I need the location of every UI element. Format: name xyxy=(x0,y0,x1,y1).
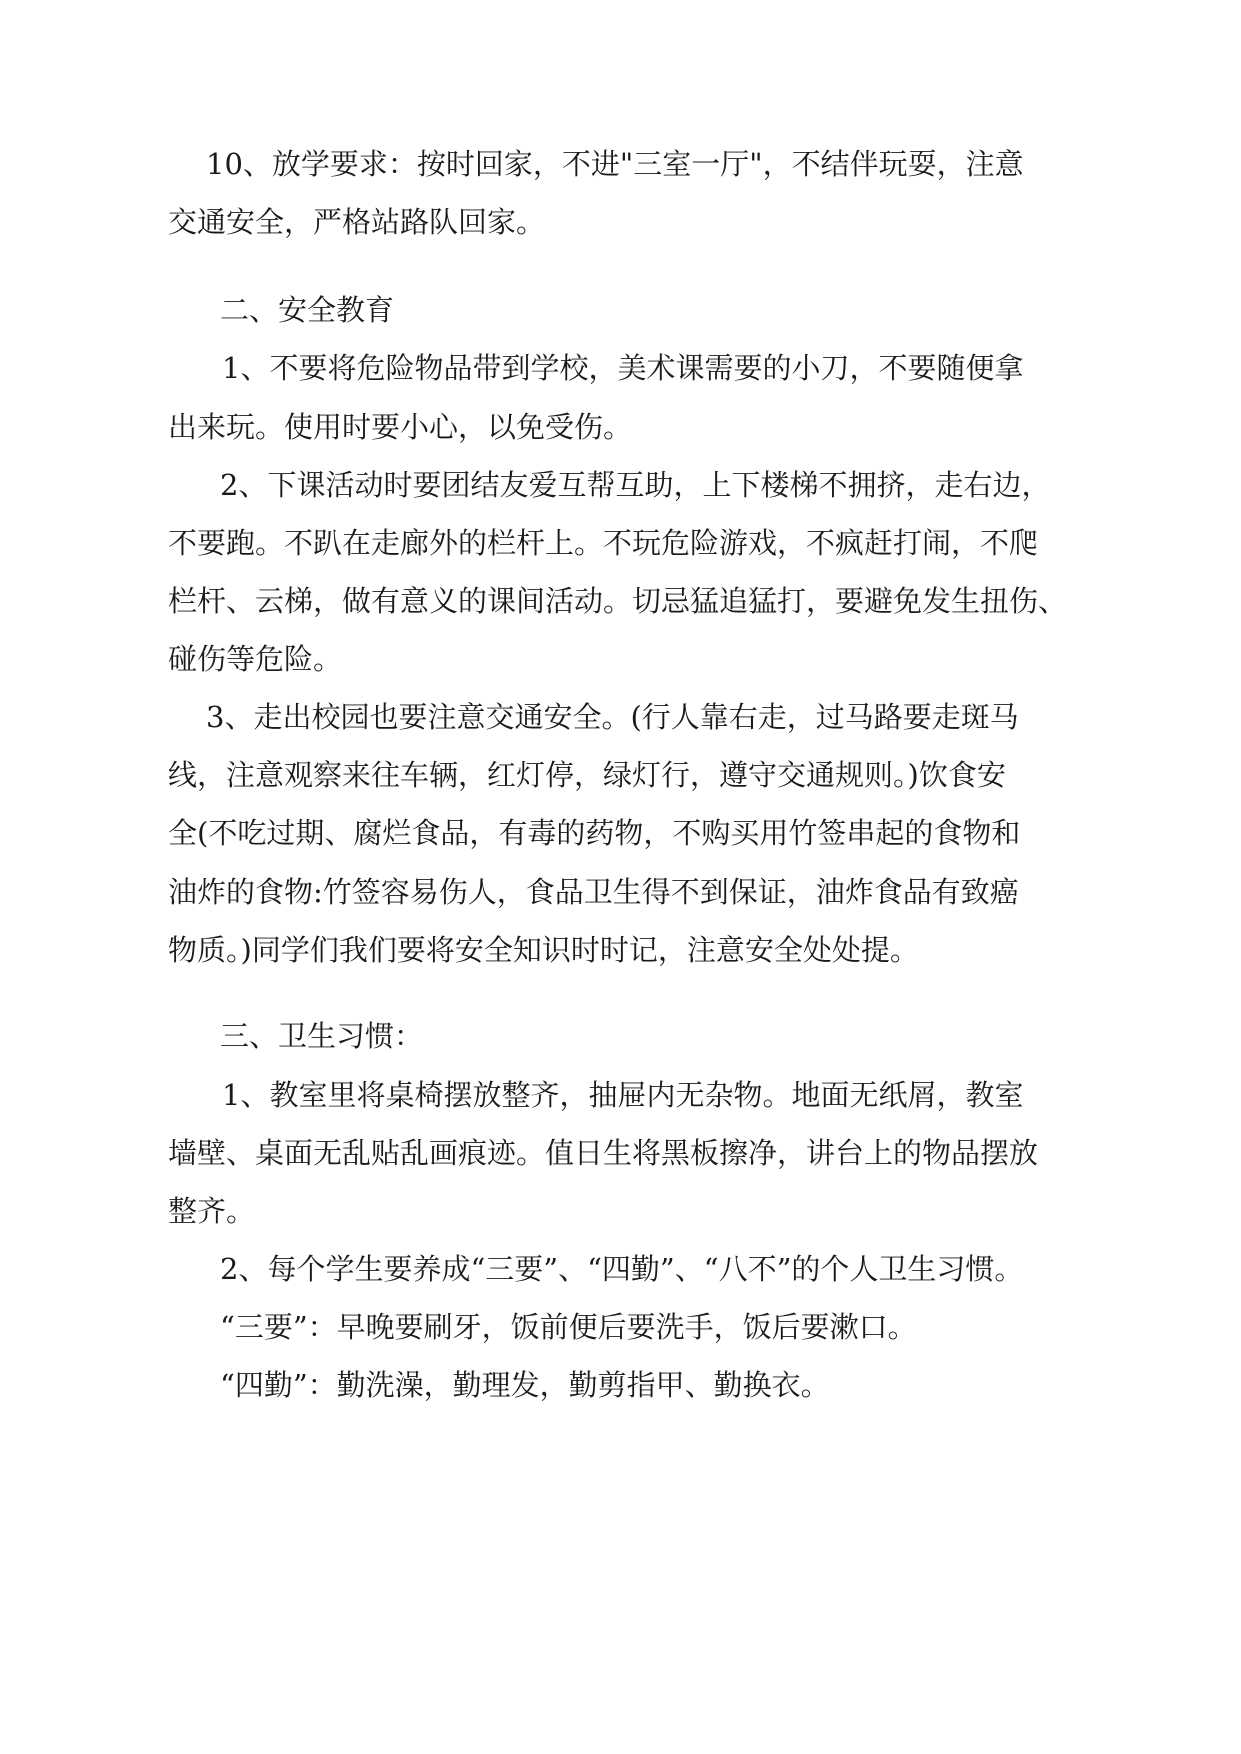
paragraph-line: 物质。)同学们我们要将安全知识时时记，注意安全处处提。 xyxy=(168,933,919,967)
paragraph-line: 1、教室里将桌椅摆放整齐，抽屉内无杂物。地面无纸屑，教室 xyxy=(222,1078,1024,1112)
paragraph-line: 3、走出校园也要注意交通安全。(行人靠右走，过马路要走斑马 xyxy=(206,700,1019,734)
paragraph-line: 线，注意观察来往车辆，红灯停，绿灯行，遵守交通规则。)饮食安 xyxy=(168,758,1006,792)
paragraph-line: 油炸的食物:竹签容易伤人，食品卫生得不到保证，油炸食品有致癌 xyxy=(168,875,1019,909)
paragraph-line: 栏杆、云梯，做有意义的课间活动。切忌猛追猛打，要避免发生扭伤、 xyxy=(168,584,1068,618)
paragraph-line: 交通安全，严格站路队回家。 xyxy=(168,205,546,239)
paragraph-line: 2、下课活动时要团结友爱互帮互助，上下楼梯不拥挤，走右边， xyxy=(220,468,1051,502)
section-heading: 三、卫生习惯： xyxy=(220,1019,424,1053)
paragraph-line: 整齐。 xyxy=(168,1194,256,1228)
paragraph-line: 1、不要将危险物品带到学校，美术课需要的小刀，不要随便拿 xyxy=(222,351,1024,385)
paragraph-line: 出来玩。使用时要小心，以免受伤。 xyxy=(168,410,633,444)
paragraph-line: “四勤”：勤洗澡，勤理发，勤剪指甲、勤换衣。 xyxy=(220,1368,830,1402)
paragraph-line: 全(不吃过期、腐烂食品，有毒的药物，不购买用竹签串起的食物和 xyxy=(168,816,1021,850)
paragraph-line: 不要跑。不趴在走廊外的栏杆上。不玩危险游戏，不疯赶打闹，不爬 xyxy=(168,526,1039,560)
paragraph-line: 2、每个学生要养成“三要”、“四勤”、“八不”的个人卫生习惯。 xyxy=(220,1252,1024,1286)
paragraph-line: 碰伤等危险。 xyxy=(168,642,343,676)
paragraph-line: 10、放学要求：按时回家，不进"三室一厅"，不结伴玩耍，注意 xyxy=(206,147,1024,181)
section-heading: 二、安全教育 xyxy=(220,293,395,327)
paragraph-line: “三要”：早晚要刷牙，饭前便后要洗手，饭后要漱口。 xyxy=(220,1310,917,1344)
paragraph-line: 墙壁、桌面无乱贴乱画痕迹。值日生将黑板擦净，讲台上的物品摆放 xyxy=(168,1136,1039,1170)
